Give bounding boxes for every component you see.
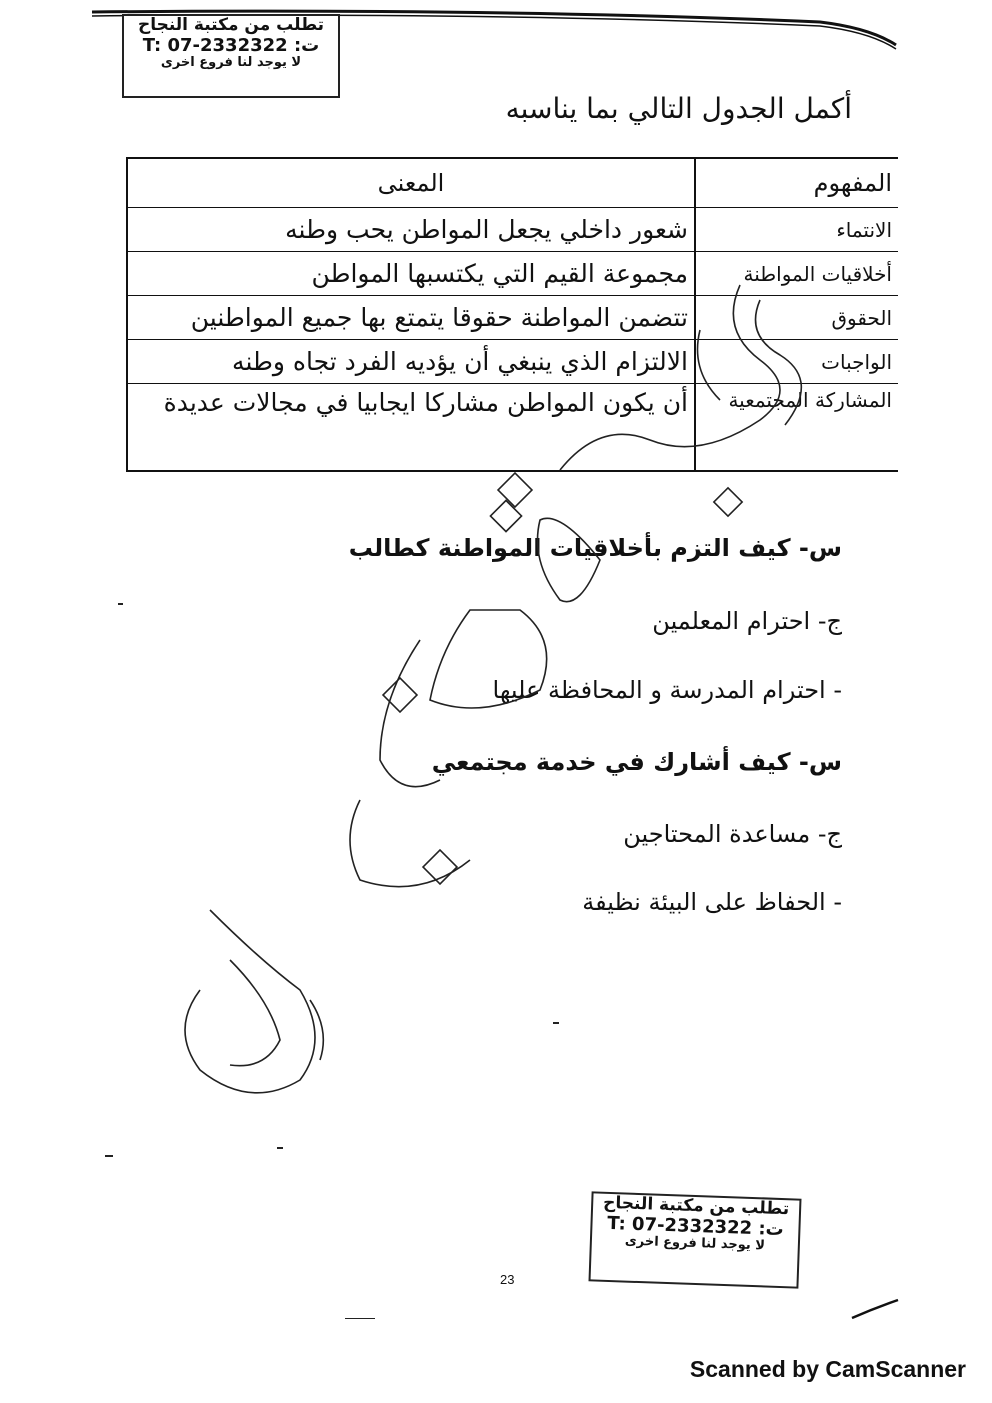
meaning-cell: شعور داخلي يجعل المواطن يحب وطنه: [127, 208, 695, 252]
table-row: [127, 296, 898, 340]
answer-2-2: - الحفاظ على البيئة نظيفة: [582, 888, 842, 916]
stamp-title: تطلب من مكتبة النجاح: [137, 15, 325, 35]
concept-cell: الواجبات: [695, 340, 898, 384]
concept-cell: الحقوق: [695, 296, 898, 340]
scan-speck: [277, 1147, 283, 1149]
header-concept: المفهوم: [695, 158, 898, 208]
stamp-note: لا يوجد لنا فروع اخرى: [160, 55, 302, 71]
answer-1-2: - احترام المدرسة و المحافظة عليها: [492, 676, 842, 704]
scan-speck: [118, 603, 123, 605]
concept-cell: الانتماء: [695, 208, 898, 252]
answer-2-1: ج- مساعدة المحتاجين: [623, 820, 842, 848]
page-number: 23: [500, 1272, 515, 1287]
concept-cell: أخلاقيات المواطنة: [695, 252, 898, 296]
scan-speck: [345, 1318, 375, 1319]
library-stamp-bottom: [588, 1191, 801, 1288]
question-1: س- كيف التزم بأخلاقيات المواطنة كطالب: [348, 534, 842, 562]
concept-cell: المشاركة المجتمعية: [695, 384, 898, 472]
scan-speck: [105, 1155, 113, 1157]
library-stamp-top: [122, 14, 340, 98]
meaning-cell: الالتزام الذي ينبغي أن يؤديه الفرد تجاه وطنه: [127, 340, 695, 384]
page-heading: أكمل الجدول التالي بما يناسبه: [505, 92, 852, 125]
table-row: [127, 340, 898, 384]
meaning-cell: أن يكون المواطن مشاركا ايجابيا في مجالات عديدة: [163, 388, 688, 417]
table-row: [127, 252, 898, 296]
table-header-row: [127, 158, 898, 208]
stamp-phone: T: 07-2332322 :ت: [142, 34, 320, 56]
stamp-note: لا يوجد لنا فروع اخرى: [624, 1233, 766, 1254]
stamp-phone: T: 07-2332322 :ت: [606, 1212, 785, 1240]
answer-1-1: ج- احترام المعلمين: [652, 607, 842, 635]
table-row: [127, 384, 898, 472]
meaning-cell: مجموعة القيم التي يكتسبها المواطن: [127, 252, 695, 296]
concepts-table: [126, 157, 898, 472]
bottom-decorative-line: [850, 1296, 900, 1320]
table-row: [127, 208, 898, 252]
scan-speck: [553, 1022, 559, 1024]
scanner-footer: Scanned by CamScanner: [689, 1356, 966, 1382]
question-2: س- كيف أشارك في خدمة مجتمعي: [431, 748, 842, 776]
meaning-cell: تتضمن المواطنة حقوقا يتمتع بها جميع المواطنين: [127, 296, 695, 340]
stamp-title: تطلب من مكتبة النجاح: [602, 1192, 790, 1220]
header-meaning: المعنى: [127, 158, 695, 208]
